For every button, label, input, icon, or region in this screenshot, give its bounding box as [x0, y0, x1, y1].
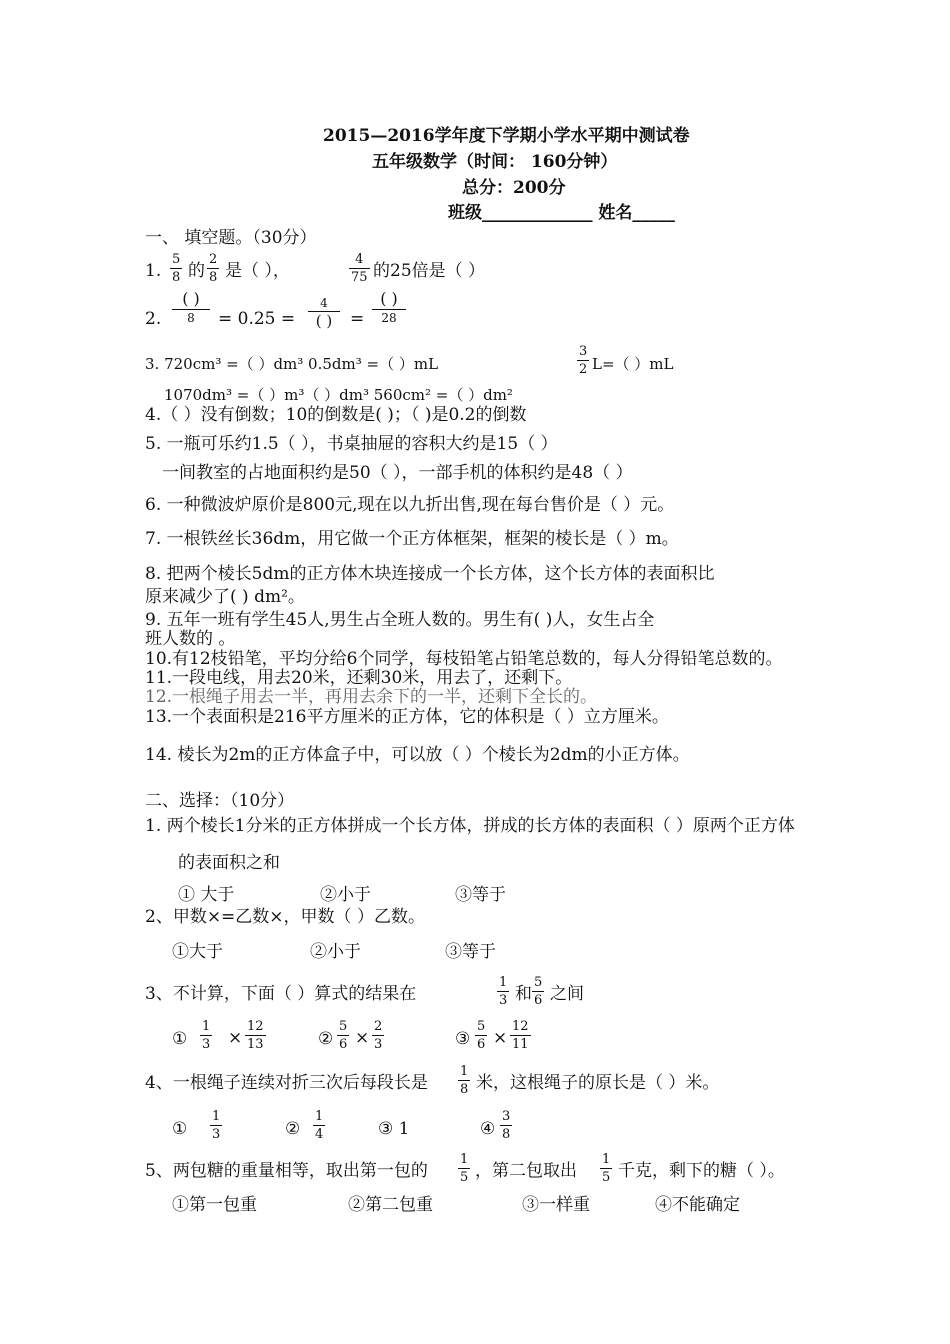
num: 12: [512, 1019, 529, 1034]
num: 1: [602, 1152, 611, 1167]
q3-line-2: 1070dm³ =（ ）m³（ ）dm³ 560cm² =（ ）dm²: [164, 386, 513, 404]
q1-fraction-2: [207, 253, 219, 284]
num: 1: [499, 975, 508, 990]
q2-label: 2.: [145, 309, 162, 329]
s2-q5-text-2: ，第二包取出: [475, 1161, 577, 1181]
den: 6: [339, 1037, 348, 1052]
total-score: 总分：200分: [462, 178, 566, 198]
s2-q3-c-frac-1: [475, 1020, 487, 1051]
q8-line-2: 原来减少了( ) dm²。: [145, 587, 305, 607]
num: 3: [502, 1109, 511, 1124]
num: 5: [477, 1019, 486, 1034]
s2-q3-c-frac-2: [510, 1020, 531, 1051]
section1-heading: 一、 填空题。（30分）: [145, 228, 317, 248]
q3-fraction: [577, 345, 589, 376]
s2-q3-text-3: 之间: [550, 984, 584, 1004]
s2-q2-option-3: ③等于: [445, 942, 496, 962]
q1-label: 1.: [145, 261, 162, 281]
s2-q2-option-1: ①大于: [172, 942, 223, 962]
num: 2: [374, 1019, 383, 1034]
q3-line-1b: L=（ ）mL: [592, 355, 674, 373]
times-sign: ×: [355, 1028, 370, 1048]
s2-q4-text-2: 米，这根绳子的原长是（ ）米。: [476, 1073, 720, 1093]
section2-heading: 二、选择：（10分）: [145, 791, 295, 811]
num: 12: [247, 1019, 264, 1034]
s2-q2: 2、甲数×=乙数×，甲数（ ）乙数。: [145, 907, 425, 927]
q1-text-2: 是（ ），: [225, 261, 290, 281]
num: 4: [320, 296, 328, 310]
s2-q3-text-2: 和: [515, 984, 532, 1004]
q4: 4.（ ）没有倒数；10的倒数是( )；（ )是0.2的倒数: [145, 405, 527, 425]
num: 1: [202, 1019, 211, 1034]
q11: 11.一段电线，用去20米，还剩30米，用去了，还剩下。: [145, 668, 573, 688]
q9-line-1: 9. 五年一班有学生45人,男生占全班人数的。男生有( )人，女生占全: [145, 610, 655, 630]
s2-q1-option-1: ① 大于: [178, 885, 235, 905]
num: 3: [579, 344, 588, 359]
q2-text-1: = 0.25 =: [218, 309, 296, 329]
times-sign: ×: [493, 1028, 508, 1048]
num: 2: [209, 252, 218, 267]
s2-q4-option-3: ③ 1: [378, 1119, 410, 1139]
q9-line-2: 班人数的 。: [145, 629, 236, 649]
q2-fraction-2: [308, 297, 340, 329]
s2-q3-b-frac-2: [372, 1020, 384, 1051]
den: 3: [202, 1037, 211, 1052]
q1-text-3: 的25倍是（ ）: [373, 261, 486, 281]
q1-text-1: 的: [188, 261, 205, 281]
s2-q3-fraction-2: [532, 976, 544, 1007]
den: 75: [351, 270, 368, 285]
s2-q5-fraction-1: [458, 1153, 470, 1184]
q14: 14. 棱长为2m的正方体盒子中，可以放（ ）个棱长为2dm的小正方体。: [145, 745, 690, 765]
den: ( ): [308, 311, 340, 329]
den: 8: [172, 270, 181, 285]
den: 2: [579, 362, 588, 377]
den: 3: [374, 1037, 383, 1052]
s2-q1-option-3: ③等于: [455, 885, 506, 905]
s2-q4-opt2-frac: [313, 1110, 325, 1141]
q10: 10.有12枝铅笔，平均分给6个同学，每枝铅笔占铅笔总数的，每人分得铅笔总数的。: [145, 649, 783, 669]
q2-fraction-1: [172, 291, 210, 324]
s2-q5-text-1: 5、两包糖的重量相等，取出第一包的: [145, 1161, 428, 1181]
s2-q3-a-frac-1: [200, 1020, 212, 1051]
den: 4: [315, 1127, 324, 1142]
q2-fraction-3: [372, 291, 406, 324]
s2-q3-fraction-1: [497, 976, 509, 1007]
s2-q4-option-2: ②: [285, 1119, 301, 1139]
den: 6: [534, 993, 543, 1008]
s2-q1-line-1: 1. 两个棱长1分米的正方体拼成一个长方体，拼成的长方体的表面积（ ）原两个正方体: [145, 816, 795, 836]
den: 8: [172, 309, 210, 324]
den: 8: [209, 270, 218, 285]
s2-q3-option-c: ③: [455, 1029, 471, 1049]
s2-q5-option-4: ④不能确定: [655, 1195, 740, 1215]
den: 8: [460, 1082, 469, 1097]
s2-q5-fraction-2: [600, 1153, 612, 1184]
den: 3: [212, 1127, 221, 1142]
page-subtitle: 五年级数学（时间： 160分钟）: [372, 152, 618, 172]
den: 6: [477, 1037, 486, 1052]
q13: 13.一个表面积是216平方厘米的正方体，它的体积是（ ）立方厘米。: [145, 707, 669, 727]
den: 8: [502, 1127, 511, 1142]
num: 4: [355, 252, 364, 267]
s2-q3-text-1: 3、不计算，下面（ ）算式的结果在: [145, 984, 417, 1004]
s2-q4-opt4-frac: [500, 1110, 512, 1141]
den: 5: [460, 1170, 469, 1185]
num: 1: [460, 1152, 469, 1167]
page-title: 2015—2016学年度下学期小学水平期中测试卷: [323, 126, 690, 146]
den: 28: [372, 309, 406, 324]
s2-q5-text-3: 千克，剩下的糖（ ）。: [618, 1161, 785, 1181]
q3-line-1: 3. 720cm³ =（ ）dm³ 0.5dm³ =（ ）mL: [145, 355, 439, 373]
s2-q3-a-frac-2: [245, 1020, 266, 1051]
s2-q3-option-a: ①: [172, 1029, 188, 1049]
s2-q3-option-b: ②: [318, 1029, 334, 1049]
s2-q4-opt1-frac: [210, 1110, 222, 1141]
q5-line-2: 一间教室的占地面积约是50（ ），一部手机的体积约是48（ ）: [162, 463, 633, 483]
q2-text-2: =: [350, 309, 365, 329]
s2-q4-option-1: ①: [172, 1119, 188, 1139]
q5-line-1: 5. 一瓶可乐约1.5（ ），书桌抽屉的容积大约是15（ ）: [145, 434, 558, 454]
s2-q5-option-3: ③一样重: [522, 1195, 590, 1215]
s2-q1-line-2: 的表面积之和: [178, 853, 280, 873]
num: ( ): [182, 289, 200, 308]
s2-q4-fraction: [458, 1065, 470, 1096]
den: 3: [499, 993, 508, 1008]
times-sign: ×: [228, 1028, 243, 1048]
q6: 6. 一种微波炉原价是800元,现在以九折出售,现在每台售价是（ ）元。: [145, 495, 675, 515]
s2-q3-b-frac-1: [337, 1020, 349, 1051]
num: 5: [339, 1019, 348, 1034]
num: ( ): [380, 289, 398, 308]
num: 1: [460, 1064, 469, 1079]
s2-q4-option-4: ④: [480, 1119, 496, 1139]
num: 5: [534, 975, 543, 990]
num: 1: [212, 1109, 221, 1124]
den: 11: [512, 1037, 529, 1052]
num: 1: [315, 1109, 324, 1124]
s2-q2-option-2: ②小于: [310, 942, 361, 962]
s2-q4-text-1: 4、一根绳子连续对折三次后每段长是: [145, 1073, 428, 1093]
q8-line-1: 8. 把两个棱长5dm的正方体木块连接成一个长方体，这个长方体的表面积比: [145, 564, 715, 584]
den: 13: [247, 1037, 264, 1052]
den: 5: [602, 1170, 611, 1185]
q1-fraction-1: [170, 253, 182, 284]
q1-fraction-3: [349, 253, 370, 284]
q7: 7. 一根铁丝长36dm，用它做一个正方体框架，框架的棱长是（ ）m。: [145, 529, 679, 549]
q12: 12.一根绳子用去一半，再用去余下的一半，还剩下全长的。: [145, 687, 598, 707]
s2-q1-option-2: ②小于: [320, 885, 371, 905]
s2-q5-option-2: ②第二包重: [348, 1195, 433, 1215]
num: 5: [172, 252, 181, 267]
s2-q5-option-1: ①第一包重: [172, 1195, 257, 1215]
class-name-line: 班级_____________ 姓名_____: [448, 203, 675, 223]
